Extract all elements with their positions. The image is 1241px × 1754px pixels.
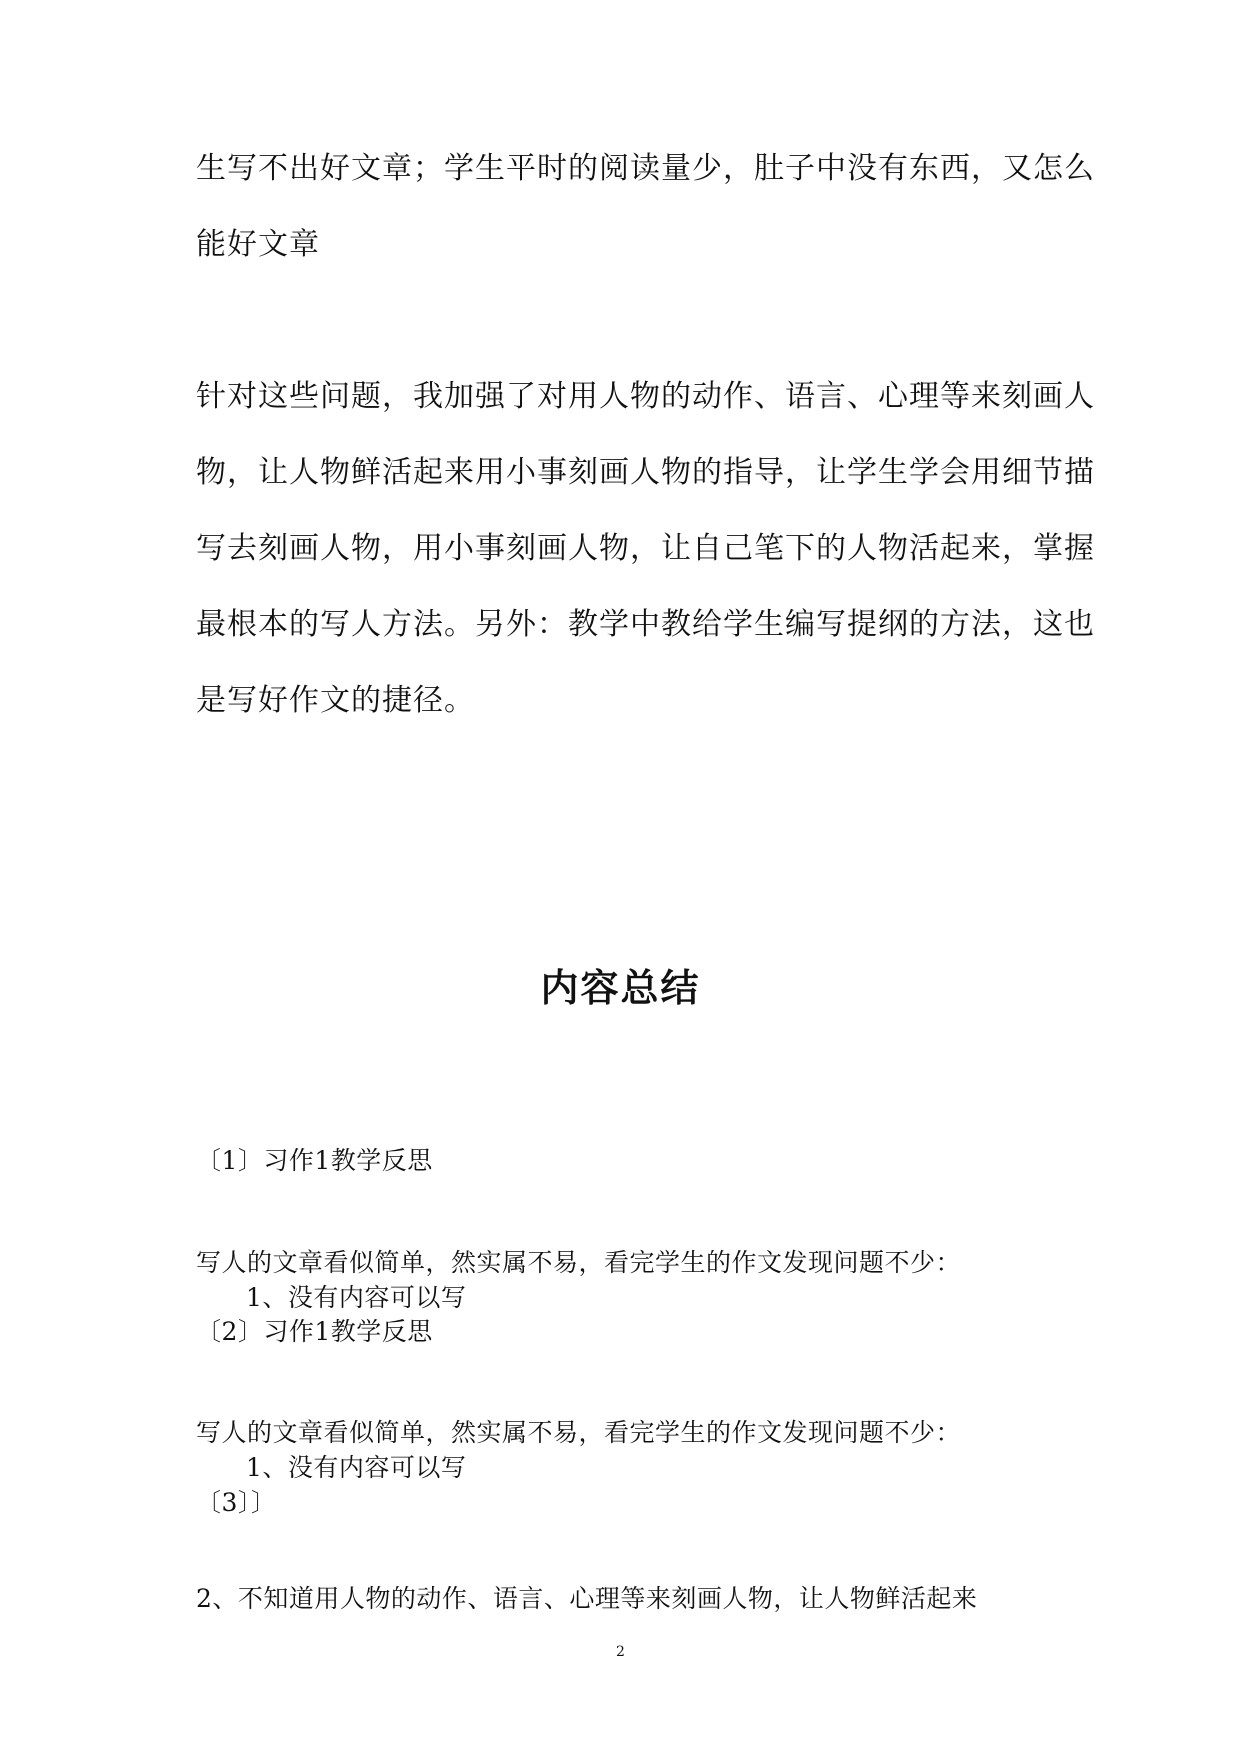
paragraph2-line1: 针对这些问题，我加强了对用人物的动作、语言、心理等来刻画人	[196, 379, 1095, 414]
summary-item2-point: 1、没有内容可以写	[246, 1453, 467, 1482]
summary-item1-point: 1、没有内容可以写	[246, 1283, 467, 1312]
summary-item1-text: 写人的文章看似简单，然实属不易，看完学生的作文发现问题不少：	[196, 1248, 962, 1277]
paragraph2-line2: 物，让人物鲜活起来用小事刻画人物的指导，让学生学会用细节描	[196, 455, 1095, 490]
paragraph2-line4: 最根本的写人方法。另外：教学中教给学生编写提纲的方法，这也	[196, 607, 1095, 642]
summary-item3-text: 2、不知道用人物的动作、语言、心理等来刻画人物，让人物鲜活起来	[196, 1584, 978, 1613]
paragraph2-line3: 写去刻画人物，用小事刻画人物，让自己笔下的人物活起来，掌握	[196, 531, 1095, 566]
summary-item1-label: 〔1〕习作1教学反思	[196, 1146, 433, 1175]
summary-heading: 内容总结	[540, 966, 701, 1010]
summary-item2-text: 写人的文章看似简单，然实属不易，看完学生的作文发现问题不少：	[196, 1418, 962, 1447]
paragraph1-line1: 生写不出好文章；学生平时的阅读量少，肚子中没有东西，又怎么	[196, 151, 1095, 186]
summary-item3-label: 〔3〕〕	[196, 1488, 277, 1517]
paragraph1-line2: 能好文章	[196, 227, 320, 262]
page-number: 2	[616, 1644, 625, 1660]
summary-item2-label: 〔2〕习作1教学反思	[196, 1317, 433, 1346]
paragraph2-line5: 是写好作文的捷径。	[196, 683, 475, 718]
